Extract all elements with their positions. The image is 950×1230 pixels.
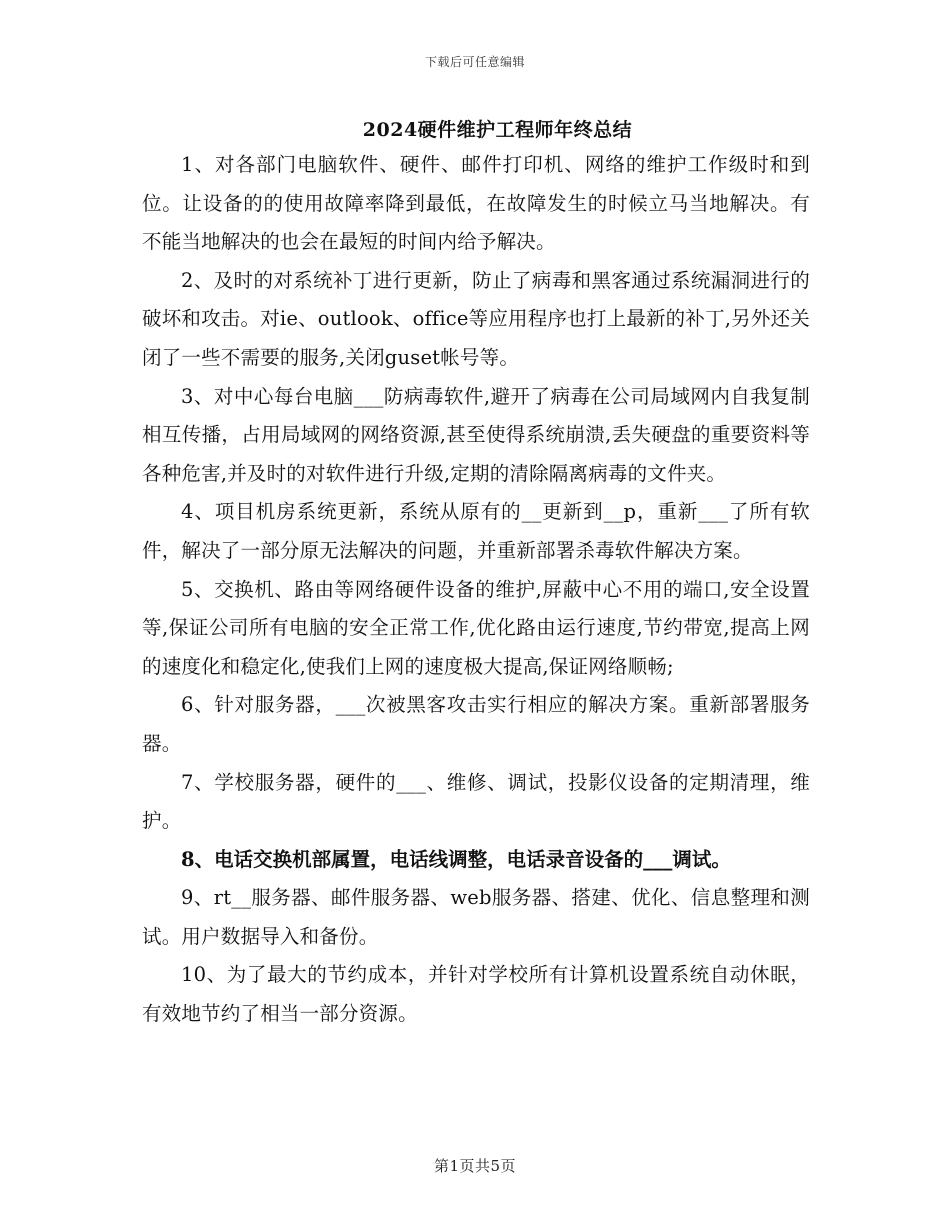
paragraph-5: 5、交换机、路由等网络硬件设备的维护,屏蔽中心不用的端口,安全设置等,保证公司所有电脑的安全正常工作,优化路由运行速度,节约带宽,提高上网的速度化和稳定化,使我们上网的速度极大提高,保证网络顺畅; — [142, 577, 810, 678]
paragraph-9: 9、rt__服务器、邮件服务器、web服务器、搭建、优化、信息整理和测试。用户数据导入和备份。 — [142, 886, 810, 948]
page-indicator: 第1页共5页 — [433, 1157, 517, 1175]
paragraph-4: 4、项目机房系统更新，系统从原有的__更新到__p，重新___了所有软件，解决了一部分原无法解决的问题，并重新部署杀毒软件解决方案。 — [142, 500, 810, 562]
paragraph-7: 7、学校服务器，硬件的___、维修、调试，投影仪设备的定期清理，维护。 — [142, 770, 810, 833]
document-title: 2024硬件维护工程师年终总结 — [362, 119, 633, 141]
header-note: 下载后可任意编辑 — [424, 55, 525, 69]
paragraph-10: 10、为了最大的节约成本，并针对学校所有计算机设置系统自动休眠，有效地节约了相当一部分资源。 — [142, 963, 810, 1026]
paragraph-6: 6、针对服务器，___次被黑客攻击实行相应的解决方案。重新部署服务器。 — [142, 693, 810, 755]
paragraph-8: 8、电话交换机部属置，电话线调整，电话录音设备的___调试。 — [181, 847, 731, 871]
paragraph-1: 1、对各部门电脑软件、硬件、邮件打印机、网络的维护工作级时和到位。让设备的的使用故障率降到最低，在故障发生的时候立马当地解决。有不能当地解决的也会在最短的时间内给予解决。 — [142, 153, 810, 254]
document-body — [142, 146, 810, 1034]
paragraph-3: 3、对中心每台电脑___防病毒软件,避开了病毒在公司局域网内自我复制相互传播，占用局域网的网络资源,甚至使得系统崩溃,丢失硬盘的重要资料等各种危害,并及时的对软件进行升级,定期的清除隔离病毒的文件夹。 — [142, 384, 810, 485]
paragraph-2: 2、及时的对系统补丁进行更新，防止了病毒和黑客通过系统漏洞进行的破坏和攻击。对ie、outlook、office等应用程序也打上最新的补丁,另外还关闭了一些不需要的服务,关闭guset帐号等。 — [142, 268, 810, 369]
